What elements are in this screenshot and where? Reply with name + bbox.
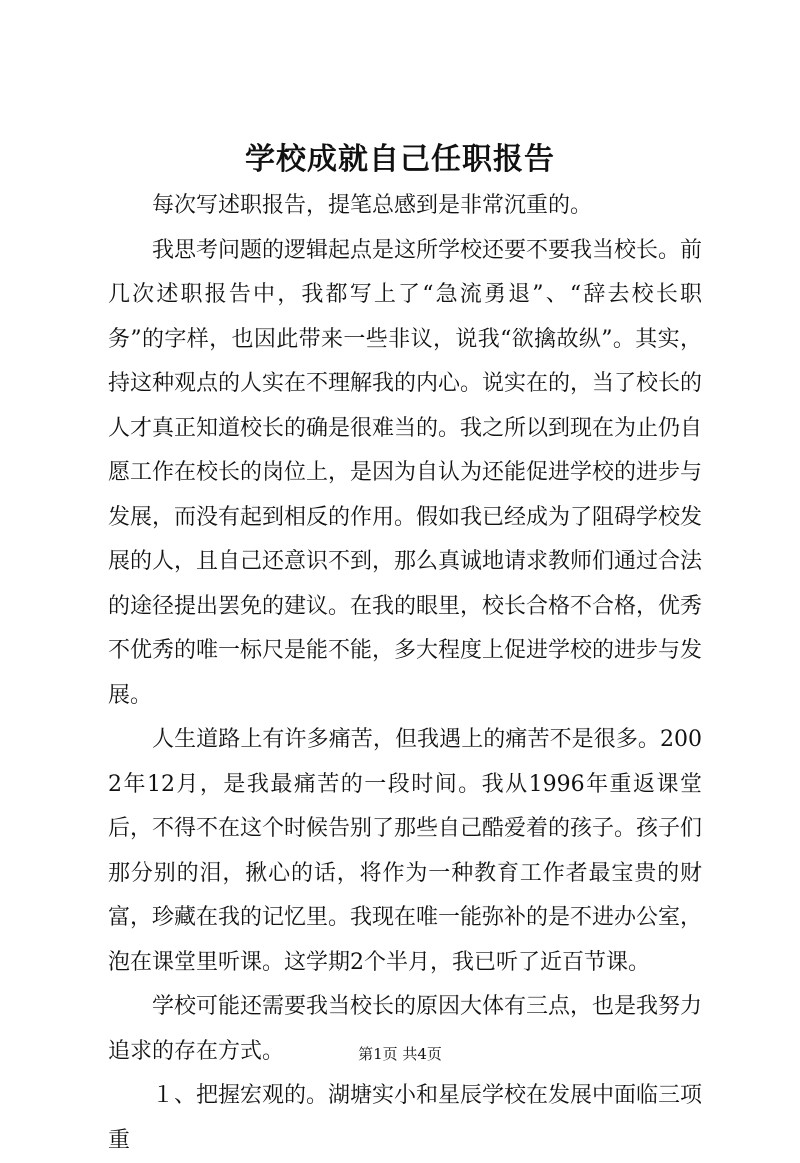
paragraph: 人生道路上有许多痛苦，但我遇上的痛苦不是很多。2002年12月，是我最痛苦的一段时间。我从1996年重返课堂后，不得不在这个时候告别了那些自己酷爱着的孩子。孩子们那分别的泪，揪心的话，将作为一种教育工作者最宝贵的财富，珍藏在我的记忆里。我现在唯一能弥补的是不进办公室，泡在课堂里听课。这学期2个半月，我已听了近百节课。 — [108, 727, 703, 975]
paragraph: 学校可能还需要我当校长的原因大体有三点，也是我努力追求的存在方式。 — [108, 994, 703, 1064]
document-body — [108, 184, 702, 1163]
page-number-footer: 第1页 共4页 — [358, 1045, 442, 1063]
paragraph: １、把握宏观的。湖塘实小和星辰学校在发展中面临三项重 — [108, 1083, 703, 1153]
paragraph: 每次写述职报告，提笔总感到是非常沉重的。 — [152, 193, 593, 218]
document-title: 学校成就自己任职报告 — [245, 142, 555, 177]
paragraph: 我思考问题的逻辑起点是这所学校还要不要我当校长。前几次述职报告中，我都写上了“急流勇退”、“辞去校长职务”的字样，也因此带来一些非议，说我“欲擒故纵”。其实，持这种观点的人实在不理解我的内心。说实在的，当了校长的人才真正知道校长的确是很难当的。我之所以到现在为止仍自愿工作在校长的岗位上，是因为自认为还能促进学校的进步与发展，而没有起到相反的作用。假如我已经成为了阻碍学校发展的人，且自己还意识不到，那么真诚地请求教师们通过合法的途径提出罢免的建议。在我的眼里，校长合格不合格，优秀不优秀的唯一标尺是能不能，多大程度上促进学校的进步与发展。 — [108, 237, 703, 708]
